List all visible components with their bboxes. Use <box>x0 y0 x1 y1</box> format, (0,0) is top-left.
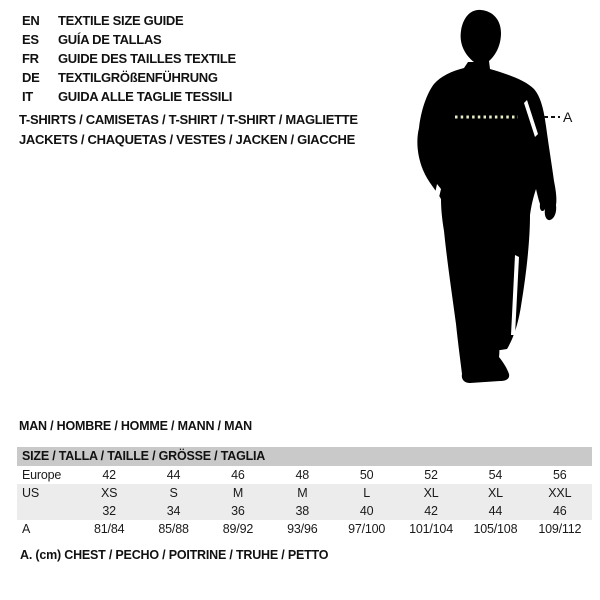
table-row <box>17 520 592 538</box>
size-cell: 56 <box>553 468 567 482</box>
size-cell: 101/104 <box>409 522 453 536</box>
size-cell: 38 <box>295 504 310 518</box>
size-cell: 109/112 <box>538 522 582 536</box>
size-cell: 46 <box>553 504 567 518</box>
size-cell: 36 <box>231 504 245 518</box>
size-cell: XL <box>487 486 503 500</box>
category-line: JACKETS / CHAQUETAS / VESTES / JACKEN / GIACCHE <box>19 132 355 147</box>
language-code: DE <box>22 70 40 85</box>
language-code: ES <box>22 32 39 47</box>
size-cell: 93/96 <box>287 522 318 536</box>
table-row <box>17 484 592 502</box>
size-cell: 48 <box>295 468 310 482</box>
size-cell: XXL <box>548 486 572 500</box>
category-line: T-SHIRTS / CAMISETAS / T-SHIRT / T-SHIRT / MAGLIETTE <box>19 112 358 127</box>
size-cell: 42 <box>102 468 116 482</box>
size-cell: 32 <box>102 504 116 518</box>
size-cell: 89/92 <box>222 522 254 536</box>
size-cell: M <box>297 486 308 500</box>
language-code: FR <box>22 51 39 66</box>
language-code: EN <box>22 13 40 28</box>
section-title: MAN / HOMBRE / HOMME / MANN / MAN <box>19 419 252 433</box>
size-cell: 81/84 <box>94 522 125 536</box>
language-label: TEXTILGRÖßENFÜHRUNG <box>58 70 218 85</box>
size-table-header: SIZE / TALLA / TAILLE / GRÖSSE / TAGLIA <box>17 447 592 466</box>
pocket-seam <box>432 184 441 210</box>
size-cell: 105/108 <box>473 522 518 536</box>
size-table-body <box>17 466 592 538</box>
row-label: Europe <box>22 468 62 482</box>
size-cell: 44 <box>166 468 181 482</box>
size-cell: 97/100 <box>348 522 386 536</box>
language-label: GUIDA ALLE TAGLIE TESSILI <box>58 89 233 104</box>
language-label: GUÍA DE TALLAS <box>58 32 162 47</box>
row-label: A <box>22 522 31 536</box>
footnote: A. (cm) CHEST / PECHO / POITRINE / TRUHE / PETTO <box>20 548 329 562</box>
size-cell: 44 <box>488 504 503 518</box>
measure-label-a: A <box>563 109 573 125</box>
size-cell: S <box>169 486 178 500</box>
language-label: TEXTILE SIZE GUIDE <box>58 13 184 28</box>
language-label: GUIDE DES TAILLES TEXTILE <box>58 51 236 66</box>
row-label <box>17 502 77 520</box>
size-cell: M <box>232 486 244 500</box>
size-table <box>17 447 592 538</box>
table-row <box>17 502 592 520</box>
size-cell: XS <box>101 486 118 500</box>
size-cell: 46 <box>231 468 245 482</box>
size-cell: 85/88 <box>158 522 189 536</box>
size-cell: 54 <box>488 468 503 482</box>
language-code: IT <box>22 89 33 104</box>
size-cell: 52 <box>424 468 438 482</box>
size-cell: 34 <box>166 504 181 518</box>
size-cell: L <box>363 486 371 500</box>
size-cell: 50 <box>359 468 374 482</box>
table-row <box>17 466 592 484</box>
size-cell: 42 <box>424 504 438 518</box>
size-cell: XL <box>423 486 439 500</box>
row-label: US <box>22 486 39 500</box>
size-cell: 40 <box>359 504 374 518</box>
